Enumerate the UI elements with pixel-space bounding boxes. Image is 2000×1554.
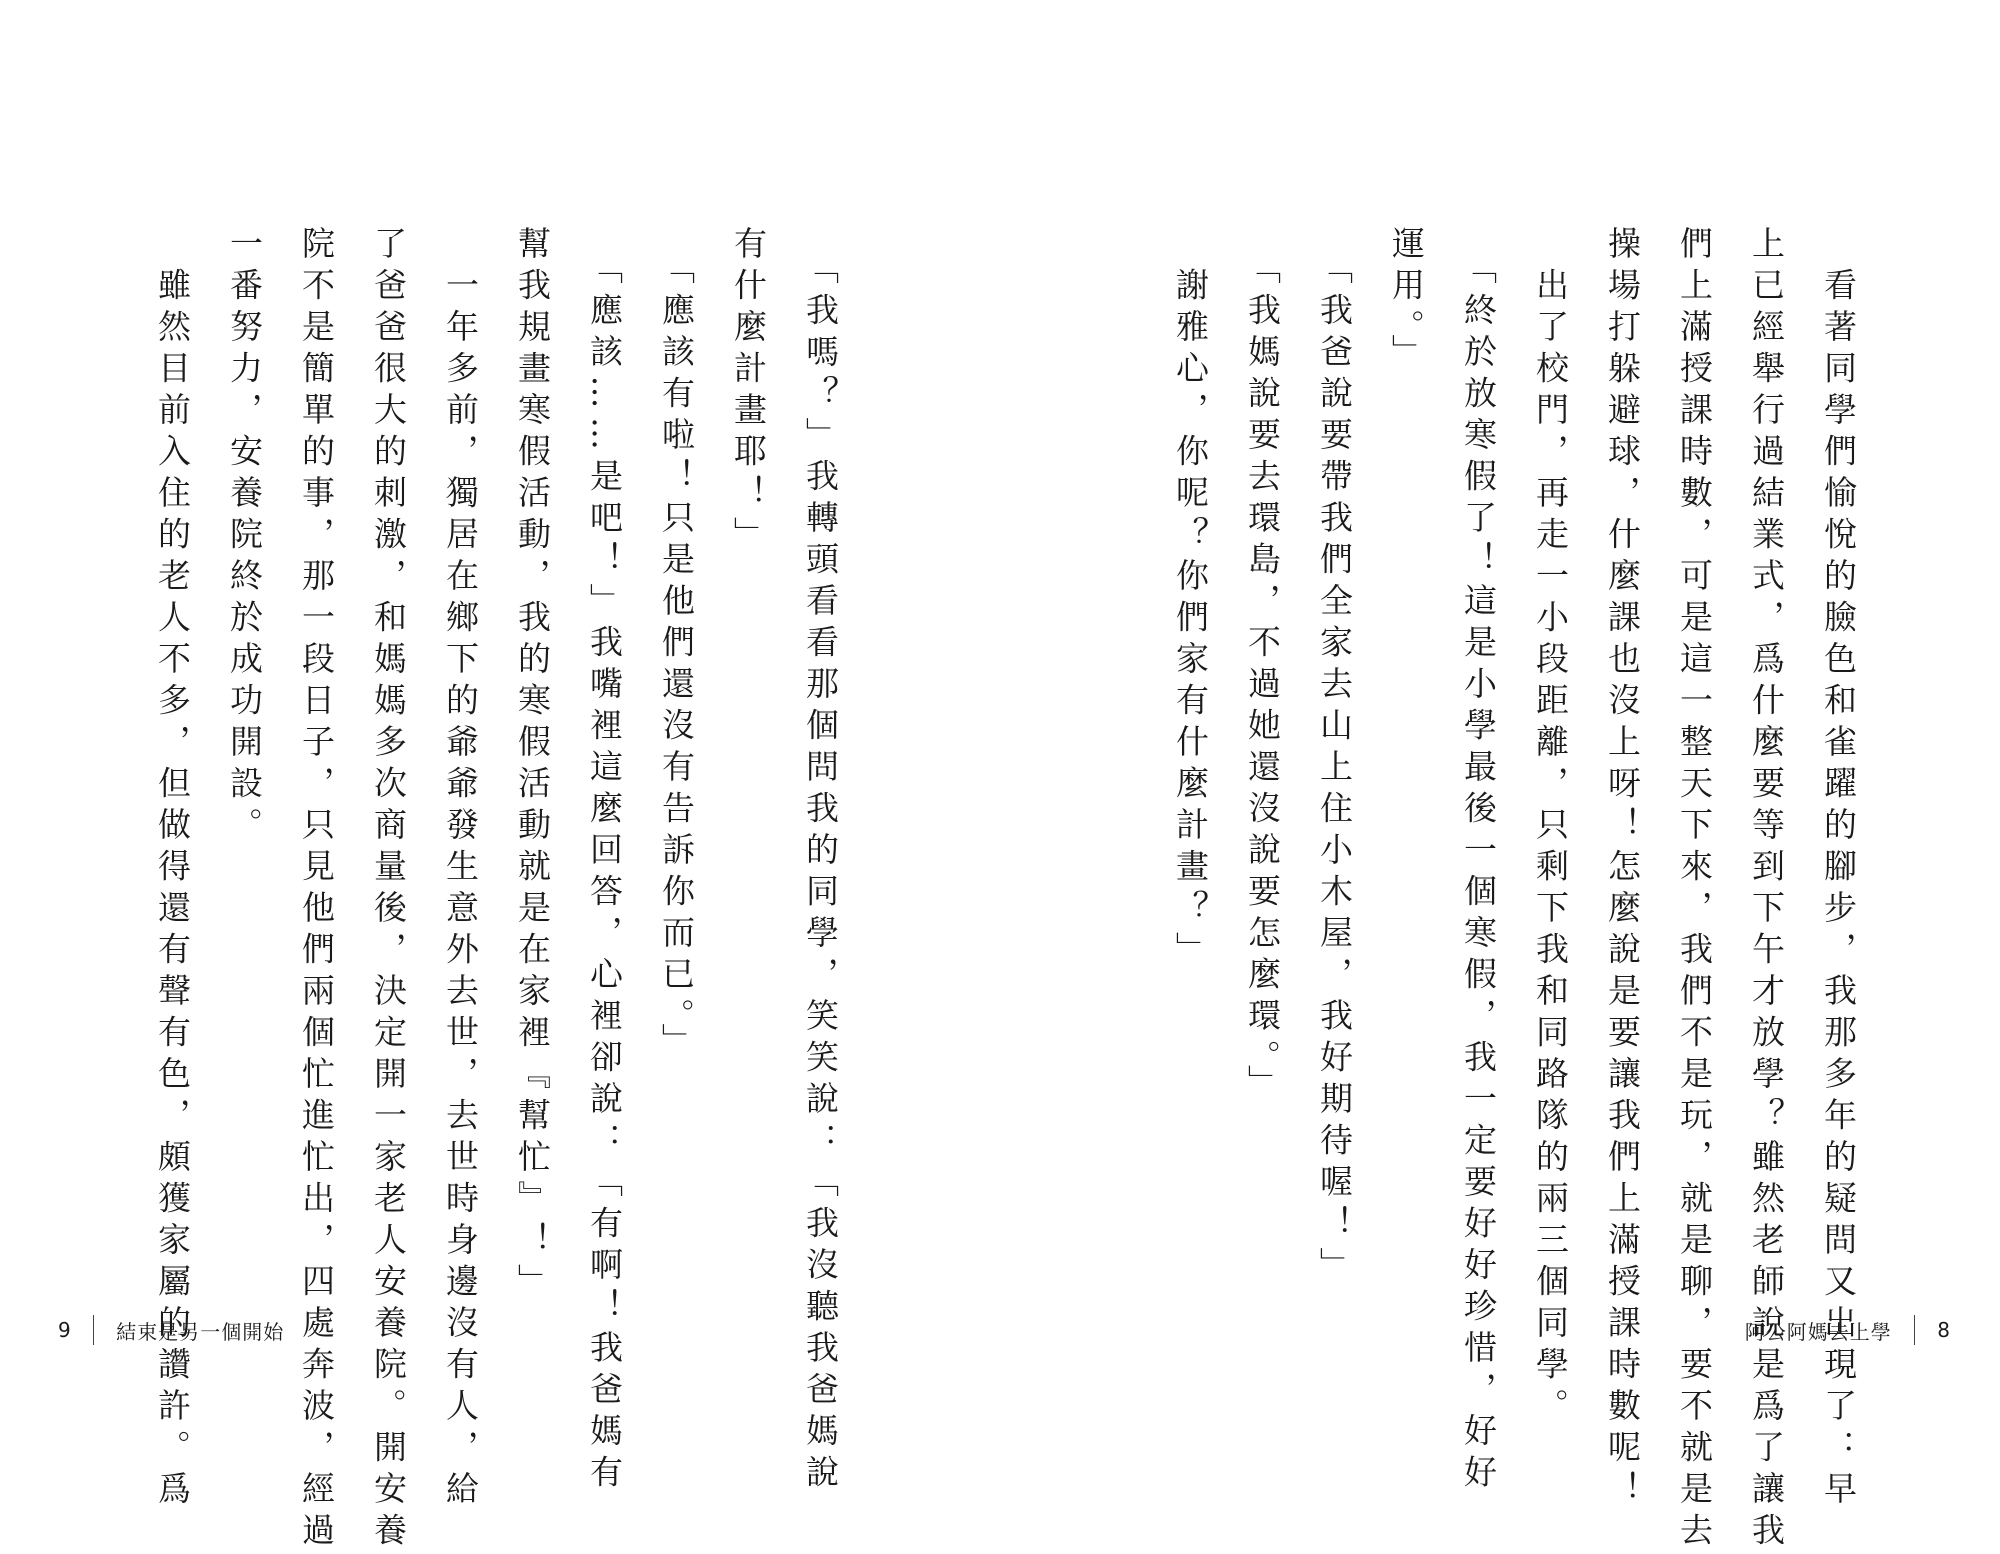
text-column: 「我爸說要帶我們全家去山上住小木屋，我好期待喔！」: [1315, 226, 1354, 1289]
text-column: 院不是簡單的事，那一段日子，只見他們兩個忙進忙出，四處奔波，經過: [297, 226, 336, 1554]
text-column: 幫我規畫寒假活動，我的寒假活動就是在家裡『幫忙』！」: [513, 226, 552, 1305]
text-column: 「我嗎？」我轉頭看看那個問我的同學，笑笑說：「我沒聽我爸媽說: [801, 226, 840, 1496]
text-column: 操場打躲避球，什麼課也沒上呀！怎麼說是要讓我們上滿授課時數呢！: [1603, 226, 1642, 1513]
text-column: 們上滿授課時數，可是這一整天下來，我們不是玩，就是聊，要不就是去: [1675, 226, 1714, 1554]
text-column: 看著同學們愉悅的臉色和雀躍的腳步，我那多年的疑問又出現了：早: [1819, 226, 1858, 1513]
text-column: 一番努力，安養院終於成功開設。: [225, 226, 264, 849]
running-title: 阿公阿媽去上學: [1744, 1319, 1892, 1344]
footer-divider: [1914, 1315, 1916, 1345]
text-column: 「終於放寒假了！這是小學最後一個寒假，我一定要好好珍惜，好好: [1459, 226, 1498, 1496]
page-number: 8: [1937, 1318, 1950, 1342]
text-column: 了爸爸很大的刺激，和媽媽多次商量後，決定開一家老人安養院。開安養: [369, 226, 408, 1554]
footer-divider: [93, 1315, 95, 1345]
text-column: 一年多前，獨居在鄉下的爺爺發生意外去世，去世時身邊沒有人，給: [441, 226, 480, 1513]
text-column: 有什麼計畫耶！」: [729, 226, 768, 558]
text-column: 上已經舉行過結業式，爲什麼要等到下午才放學？雖然老師說是爲了讓我: [1747, 226, 1786, 1554]
page-number: 9: [58, 1318, 71, 1342]
left-page-footer: [58, 1312, 284, 1348]
text-column: 「我媽說要去環島，不過她還沒說要怎麼環。」: [1243, 226, 1282, 1106]
text-column: 「應該有啦！只是他們還沒有告訴你而已。」: [657, 226, 696, 1065]
text-column: 謝雅心，你呢？你們家有什麼計畫？」: [1171, 226, 1210, 973]
text-column: 出了校門，再走一小段距離，只剩下我和同路隊的兩三個同學。: [1531, 226, 1570, 1430]
text-column: 雖然目前入住的老人不多，但做得還有聲有色，頗獲家屬的讚許。爲: [153, 226, 192, 1513]
text-column: 運用。」: [1387, 226, 1426, 376]
text-column: 「應該……是吧！」我嘴裡這麼回答，心裡卻說：「有啊！我爸媽有: [585, 226, 624, 1496]
running-title: 結束是另一個開始: [116, 1319, 285, 1344]
right-page-footer: [1745, 1312, 1950, 1348]
